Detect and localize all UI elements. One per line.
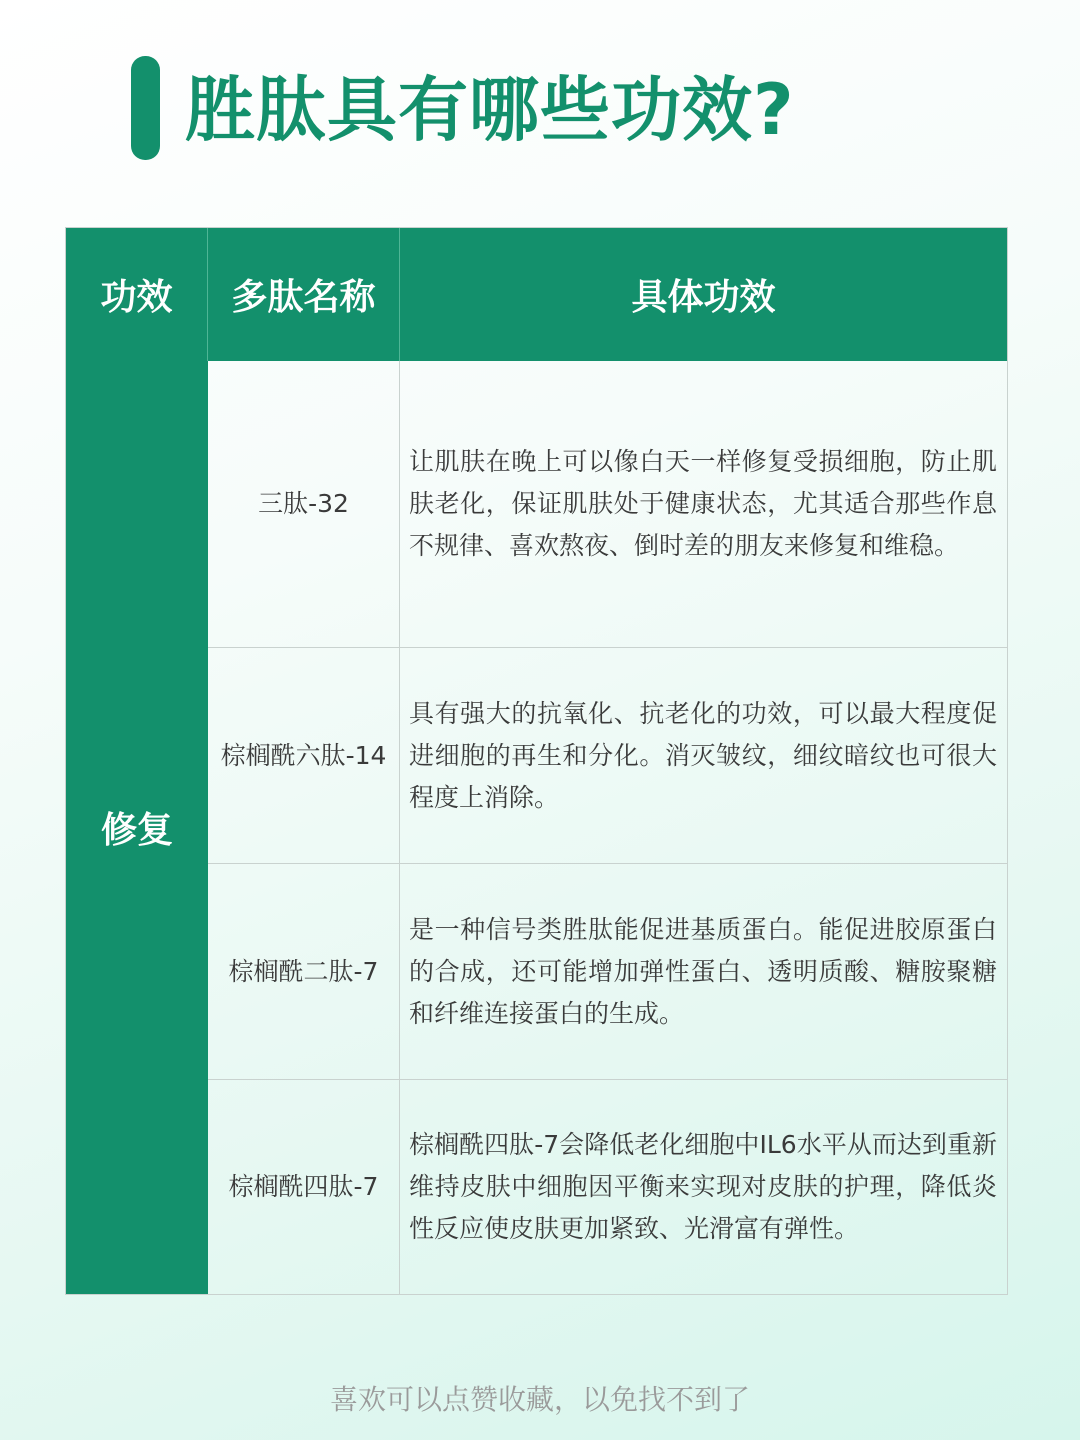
peptide-name-cell: 棕榈酰二肽-7: [208, 864, 400, 1079]
title-accent-bar: [131, 56, 160, 160]
effect-detail-cell: [400, 648, 1007, 863]
category-cell: 修复: [66, 361, 208, 1294]
table-row: [208, 361, 1007, 647]
effect-detail-text: 棕榈酰四肽-7会降低老化细胞中IL6水平从而达到重新维持皮肤中细胞因平衡来实现对皮肤的护理，降低炎性反应使皮肤更加紧致、光滑富有弹性。: [409, 1130, 997, 1243]
effect-detail-cell: [400, 361, 1007, 647]
effect-detail-cell: [400, 1080, 1007, 1294]
peptide-name-cell: 棕榈酰六肽-14: [208, 648, 400, 863]
effect-detail-text: 是一种信号类胜肽能促进基质蛋白。能促进胶原蛋白的合成，还可能增加弹性蛋白、透明质酸、糖胺聚糖和纤维连接蛋白的生成。: [409, 914, 997, 1028]
effect-detail-text: 让肌肤在晚上可以像白天一样修复受损细胞，防止肌肤老化，保证肌肤处于健康状态，尤其适合那些作息不规律、喜欢熬夜、倒时差的朋友来修复和维稳。: [409, 447, 997, 560]
table-row: [208, 1079, 1007, 1294]
table-header-row: [66, 228, 1007, 361]
header-specific-effect: 具体功效: [631, 277, 776, 318]
effect-detail-cell: [400, 864, 1007, 1079]
page-title: 胜肽具有哪些功效?: [185, 69, 795, 151]
peptide-name-cell: 棕榈酰四肽-7: [208, 1080, 400, 1294]
effect-detail-text: 具有强大的抗氧化、抗老化的功效，可以最大程度促进细胞的再生和分化。消灭皱纹，细纹暗纹也可很大程度上消除。: [409, 698, 997, 812]
header-effect: 功效: [66, 228, 208, 361]
footer-note: 喜欢可以点赞收藏，以免找不到了: [329, 1383, 750, 1416]
peptide-name-cell: 三肽-32: [208, 361, 400, 647]
peptide-table: [65, 227, 1008, 1295]
header-peptide-name: 多肽名称: [208, 228, 400, 361]
table-row: [208, 863, 1007, 1079]
table-body: [208, 361, 1007, 1294]
table-row: [208, 647, 1007, 863]
